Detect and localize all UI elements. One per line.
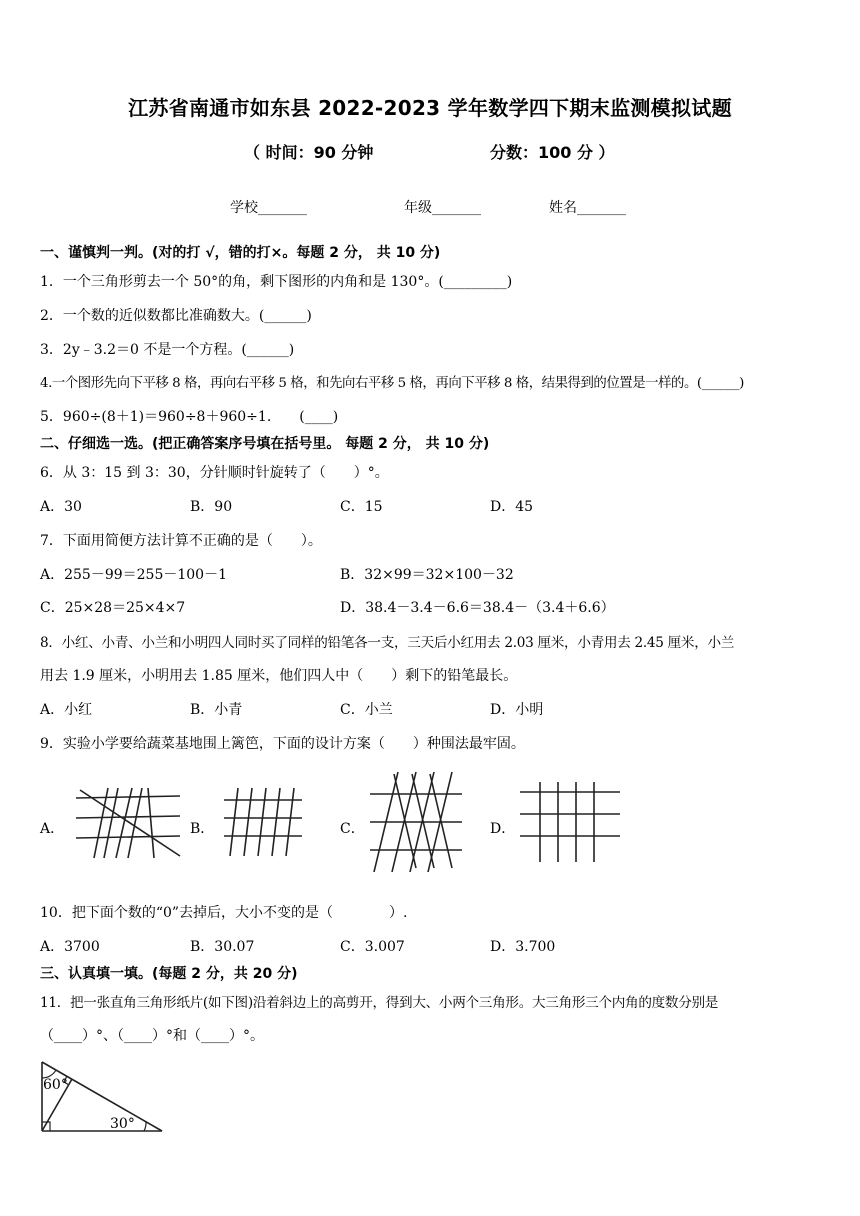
angle-60-label: 60° [43,1077,68,1093]
grade-field[interactable]: 年级_______ [404,200,481,216]
question-5: 5．960÷(8＋1)＝960÷8＋960÷1. (____) [40,409,339,425]
question-9: 9．实验小学要给蔬菜基地围上篱笆，下面的设计方案（ ）种围法最牢固。 [40,736,525,752]
fence-figure-d [518,780,622,864]
q6-option-d[interactable]: D．45 [490,499,534,515]
q7-option-c[interactable]: C．25×28＝25×4×7 [40,600,186,616]
q6-option-a[interactable]: A．30 [40,499,82,515]
question-10: 10．把下面个数的“0”去掉后，大小不变的是（ ）. [40,905,408,921]
q7-option-b[interactable]: B．32×99＝32×100－32 [340,567,514,583]
q8-option-d[interactable]: D．小明 [490,702,544,718]
q9-option-a[interactable]: A． [40,821,65,837]
section-heading-1: 一、谨慎判一判。(对的打 √，错的打×。每题 2 分， 共 10 分) [40,245,441,261]
section-heading-2: 二、仔细选一选。(把正确答案序号填在括号里。 每题 2 分， 共 10 分) [40,436,490,452]
q7-option-a[interactable]: A．255－99＝255－100－1 [40,567,227,583]
question-2: 2．一个数的近似数都比准确数大。(______) [40,308,312,324]
q10-option-b[interactable]: B．30.07 [190,939,255,955]
q6-option-c[interactable]: C．15 [340,499,383,515]
q6-option-b[interactable]: B．90 [190,499,233,515]
section-heading-3: 三、认真填一填。(每题 2 分，共 20 分) [40,966,298,982]
question-11-line-1: 11．把一张直角三角形纸片(如下图)沿着斜边上的高剪开，得到大、小两个三角形。大三角形三个内角的度数分别是 [40,995,719,1011]
q9-option-c[interactable]: C． [340,821,365,837]
fence-figure-b [222,786,304,860]
question-11-line-2: （____）°、（____）°和（____）°。 [40,1028,264,1044]
q9-option-b[interactable]: B． [190,821,215,837]
question-6: 6．从 3：15 到 3：30，分针顺时针旋转了（ ）°。 [40,465,389,481]
angle-30-label: 30° [110,1116,135,1132]
q8-option-b[interactable]: B．小青 [190,702,243,718]
right-triangle-figure [34,1056,168,1136]
q9-option-d[interactable]: D． [490,821,516,837]
q7-option-d[interactable]: D．38.4－3.4－6.6＝38.4－（3.4＋6.6） [340,600,615,616]
exam-score: 分数：100 分 ） [490,143,615,162]
q8-option-c[interactable]: C．小兰 [340,702,393,718]
q10-option-c[interactable]: C．3.007 [340,939,405,955]
question-7: 7．下面用简便方法计算不正确的是（ ）。 [40,533,322,549]
name-field[interactable]: 姓名_______ [549,200,626,216]
fence-figure-c [368,768,464,878]
question-8-line-1: 8．小红、小青、小兰和小明四人同时买了同样的铅笔各一支，三天后小红用去 2.03 厘米，小青用去 2.45 厘米，小兰 [40,635,735,651]
question-4: 4.一个图形先向下平移 8 格，再向右平移 5 格，和先向右平移 5 格，再向下平移 8 格，结果得到的位置是一样的。(______) [40,376,744,391]
fence-figure-a [72,786,184,860]
q10-option-a[interactable]: A．3700 [40,939,100,955]
question-1: 1．一个三角形剪去一个 50°的角，剩下图形的内角和是 130°。(_________) [40,274,513,290]
q10-option-d[interactable]: D．3.700 [490,939,556,955]
question-8-line-2: 用去 1.9 厘米，小明用去 1.85 厘米，他们四人中（ ）剩下的铅笔最长。 [40,668,518,684]
q8-option-a[interactable]: A．小红 [40,702,93,718]
school-field[interactable]: 学校_______ [230,200,307,216]
exam-time: （ 时间：90 分钟 [244,143,374,162]
question-3: 3．2y﹣3.2＝0 不是一个方程。(______) [40,342,295,358]
page-title: 江苏省南通市如东县 2022-2023 学年数学四下期末监测模拟试题 [128,96,732,120]
